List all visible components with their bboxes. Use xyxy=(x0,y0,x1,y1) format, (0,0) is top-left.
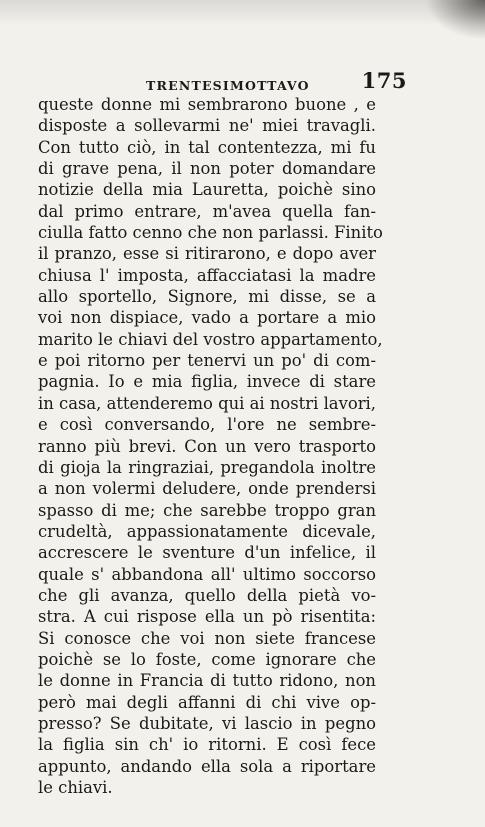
text-line: spasso di me; che sarebbe troppo gran xyxy=(38,500,376,520)
text-line: dal primo entrare, m'avea quella fan- xyxy=(38,201,376,221)
text-line: stra. A cui rispose ella un pò risentita: xyxy=(38,607,376,627)
page-number: 175 xyxy=(361,68,407,93)
text-line: accrescere le sventure d'un infelice, il xyxy=(38,543,376,563)
text-line: che gli avanza, quello della pietà vo- xyxy=(38,585,376,605)
text-line: ranno più brevi. Con un vero trasporto xyxy=(38,436,376,456)
text-line: quale s' abbandona all' ultimo soccorso xyxy=(38,564,376,584)
text-line: però mai degli affanni di chi vive op- xyxy=(38,692,376,712)
body-text xyxy=(38,94,383,798)
text-line: di grave pena, il non poter domandare xyxy=(38,159,376,179)
text-line: la figlia sin ch' io ritorni. E così fece xyxy=(38,735,376,755)
text-line: voi non dispiace, vado a portare a mio xyxy=(38,308,376,328)
text-line: crudeltà, appassionatamente dicevale, xyxy=(38,521,376,541)
text-line: allo sportello, Signore, mi disse, se a xyxy=(38,287,376,307)
text-line: poichè se lo foste, come ignorare che xyxy=(38,649,376,669)
text-line: chiusa l' imposta, affacciatasi la madre xyxy=(38,265,376,285)
text-line: e così conversando, l'ore ne sembre- xyxy=(38,415,376,435)
text-line: notizie della mia Lauretta, poichè sino xyxy=(38,180,376,200)
running-head: TRENTESIMOTTAVO xyxy=(146,78,310,93)
text-line: disposte a sollevarmi ne' miei travagli. xyxy=(38,116,376,136)
text-line: il pranzo, esse si ritirarono, e dopo aver xyxy=(38,244,376,264)
text-line: ciulla fatto cenno che non parlassi. Finito xyxy=(38,223,383,243)
text-line: queste donne mi sembrarono buone , e xyxy=(38,95,376,114)
page-edge-shadow xyxy=(0,0,485,26)
text-line: e poi ritorno per tenervi un po' di com- xyxy=(38,351,376,371)
text-line: di gioja la ringraziai, pregandola inoltre xyxy=(38,457,376,477)
text-line: marito le chiavi del vostro appartamento, xyxy=(38,329,383,349)
text-line: a non volermi deludere, onde prendersi xyxy=(38,479,376,499)
text-line: pagnia. Io e mia figlia, invece di stare xyxy=(38,372,376,392)
text-line: Con tutto ciò, in tal contentezza, mi fu xyxy=(38,137,376,157)
text-line: presso? Se dubitate, vi lascio in pegno xyxy=(38,713,376,733)
text-line: le chiavi. xyxy=(38,778,113,797)
text-line: le donne in Francia di tutto ridono, non xyxy=(38,671,376,691)
text-line: Si conosce che voi non siete francese xyxy=(38,628,376,648)
text-line: appunto, andando ella sola a riportare xyxy=(38,756,376,776)
page-corner-shadow xyxy=(425,0,485,40)
text-line: in casa, attenderemo qui ai nostri lavori, xyxy=(38,393,376,413)
